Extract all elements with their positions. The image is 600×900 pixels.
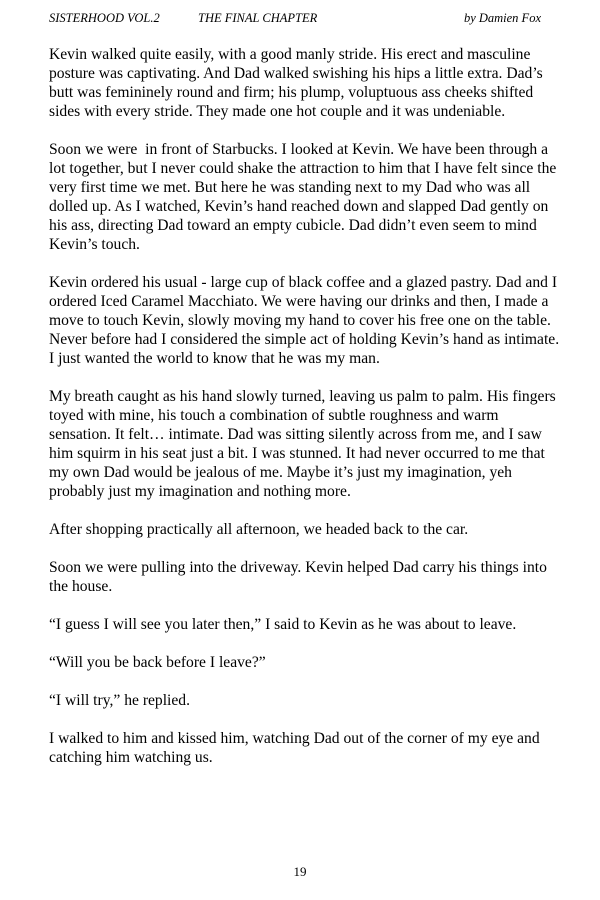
paragraph: I walked to him and kissed him, watching Dad out of the corner of my eye and catching him watching us.	[49, 730, 544, 766]
paragraph: Soon we were in front of Starbucks. I looked at Kevin. We have been through a lot together, but I never could shake the attraction to him that I have felt since the very first time we met. But here he was standing next to my Dad who was all dolled up. As I watched, Kevin’s hand reached down and slapped Dad gently on his ass, directing Dad toward an empty cubicle. Dad didn’t even seem to mind Kevin’s touch.	[49, 141, 561, 253]
paragraph: “I will try,” he replied.	[49, 692, 191, 709]
running-header	[49, 9, 541, 27]
paragraph: Kevin ordered his usual - large cup of black coffee and a glazed pastry. Dad and I ordered Iced Caramel Macchiato. We were having our drinks and then, I made a move to touch Kevin, slowly moving my hand to cover his free one on the table. Never before had I considered the simple act of holding Kevin’s hand as intimate. I just wanted the world to know that he was my man.	[49, 274, 564, 367]
paragraph: “I guess I will see you later then,” I said to Kevin as he was about to leave.	[49, 616, 517, 633]
paragraph: “Will you be back before I leave?”	[49, 654, 266, 671]
paragraph: Kevin walked quite easily, with a good manly stride. His erect and masculine posture was captivating. And Dad walked swishing his hips a little extra. Dad’s butt was femininely round and firm; his plump, voluptuous ass cheeks shifted sides with every stride. They made one hot couple and it was undeniable.	[49, 46, 547, 120]
body-text	[49, 45, 564, 786]
paragraph: Soon we were pulling into the driveway. Kevin helped Dad carry his things into the house.	[49, 559, 551, 595]
header-chapter-title: THE FINAL CHAPTER	[198, 11, 318, 25]
page-number: 19	[293, 864, 307, 879]
paragraph: My breath caught as his hand slowly turned, leaving us palm to palm. His fingers toyed with mine, his touch a combination of subtle roughness and warm sensation. It felt… intimate. Dad was sitting silently across from me, and I saw him squirm in his seat just a bit. I was stunned. It had never occurred to me that my own Dad would be jealous of me. Maybe it’s just my imagination, yeh probably just my imagination and nothing more.	[49, 388, 560, 500]
paragraph: After shopping practically all afternoon, we headed back to the car.	[49, 521, 469, 538]
header-author: by Damien Fox	[463, 11, 541, 25]
header-series-title: SISTERHOOD VOL.2	[49, 11, 160, 25]
